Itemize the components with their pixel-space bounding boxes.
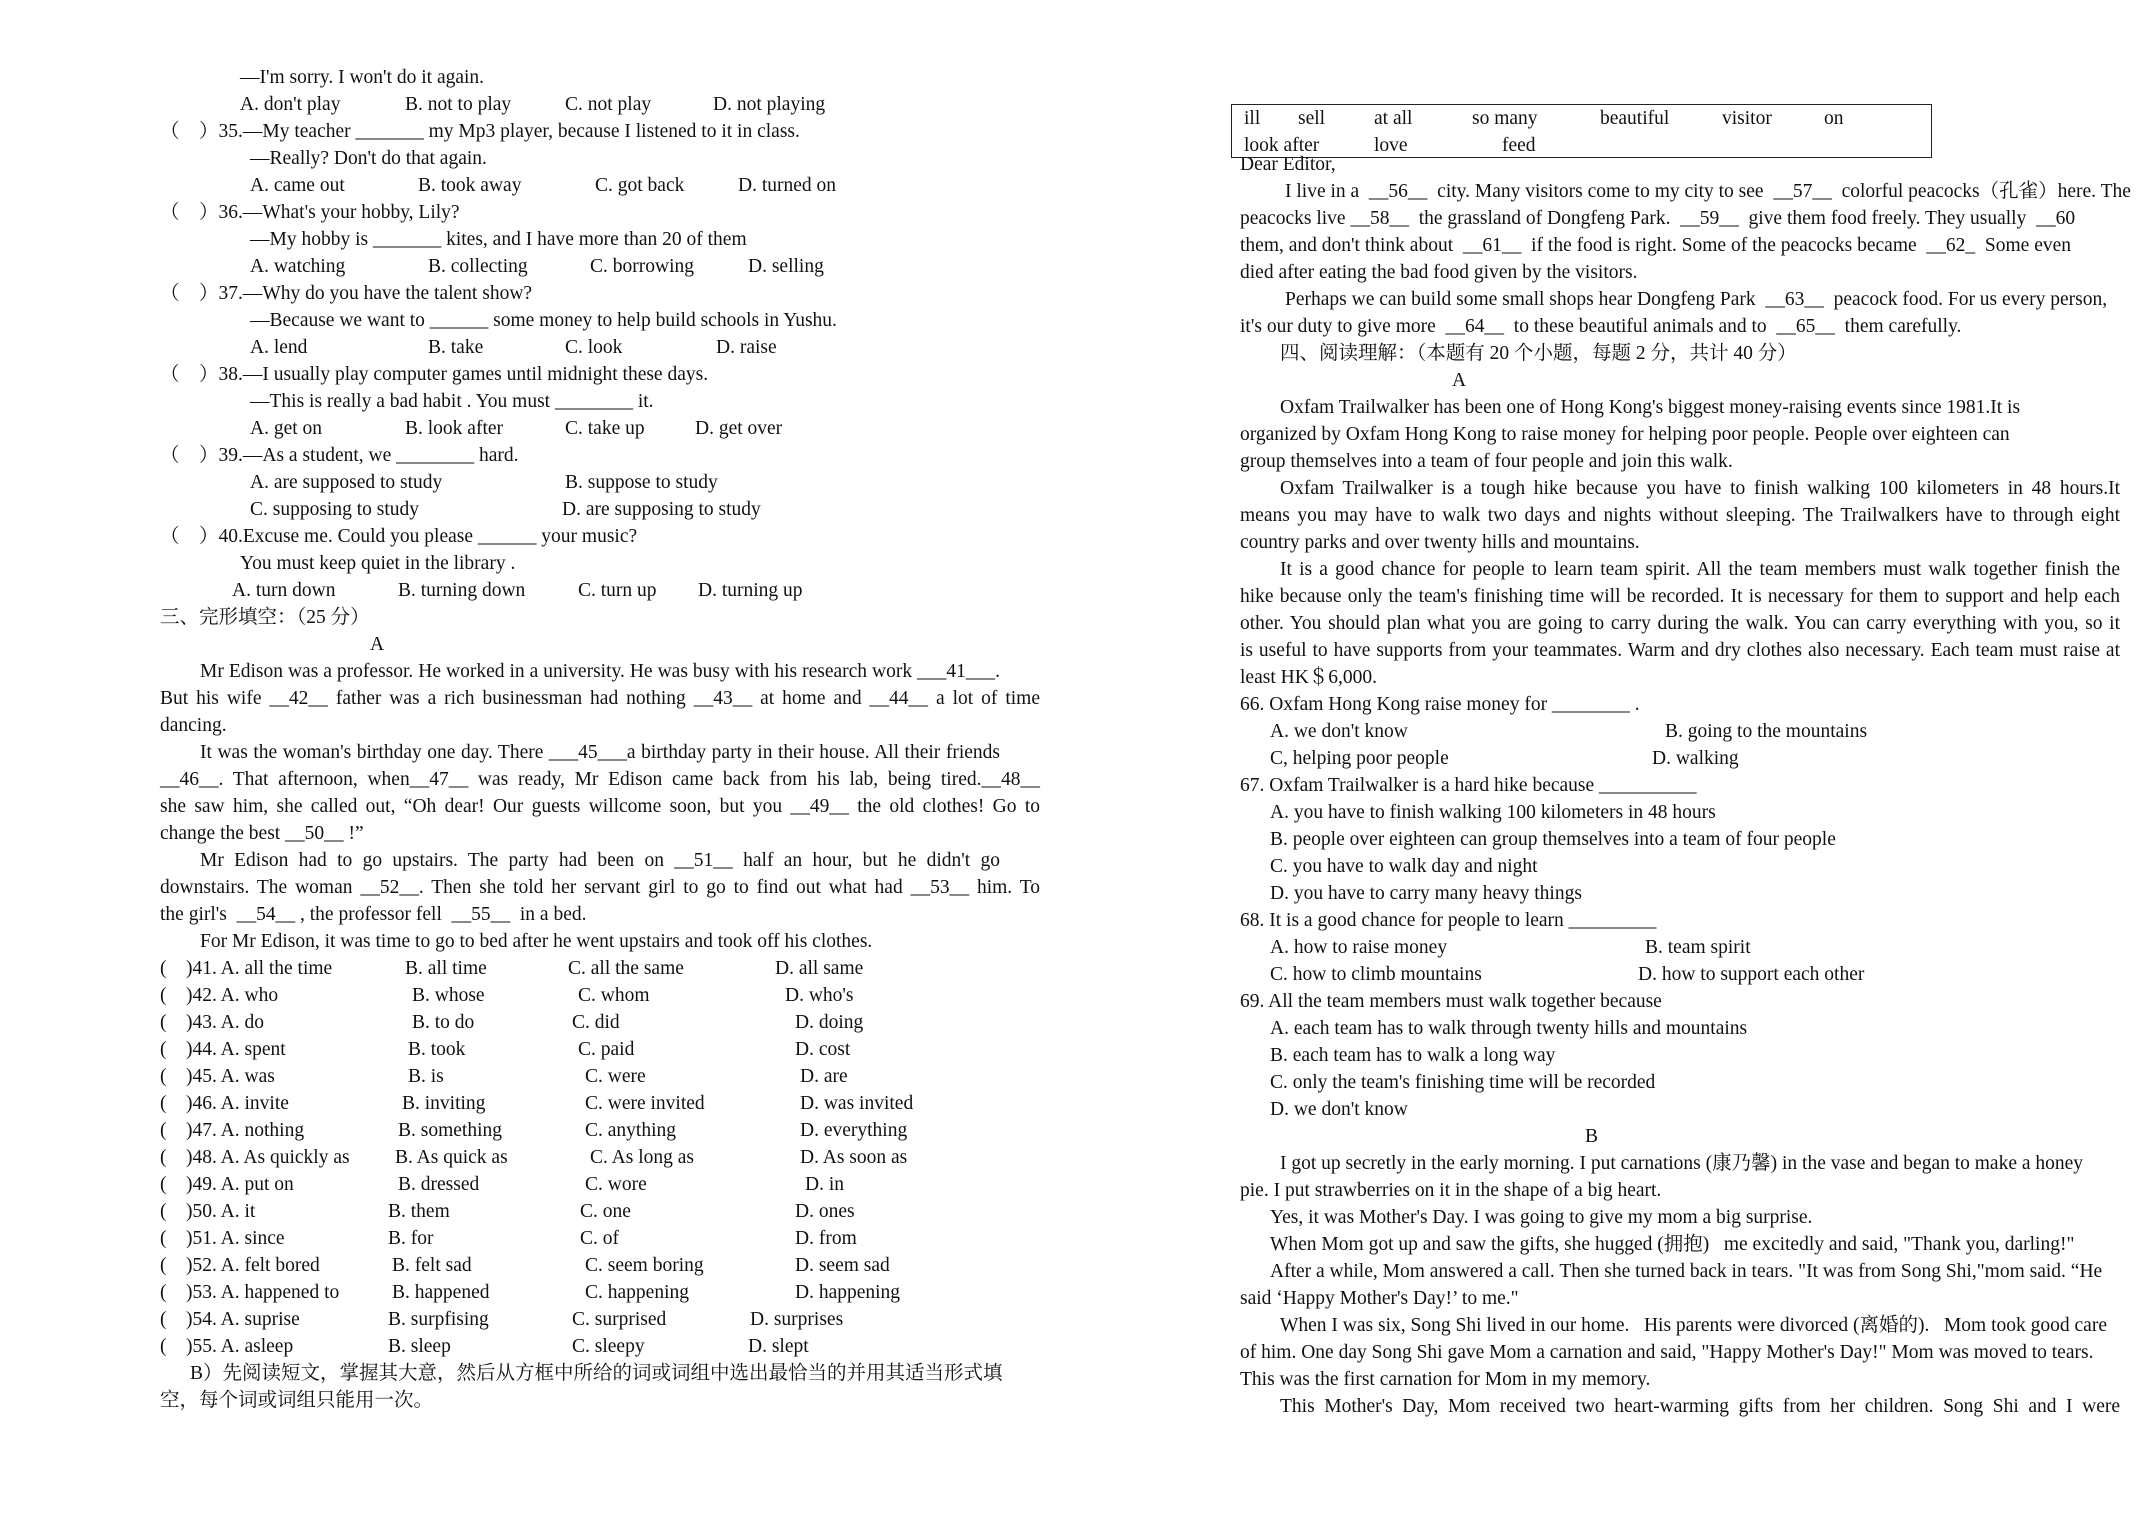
text-line (160, 631, 1040, 658)
option-text: ( )44. A. spent (160, 1039, 286, 1060)
option-text: D. who's (785, 985, 854, 1006)
line-text: —Really? Don't do that again. (250, 148, 487, 169)
text-line (160, 658, 1040, 685)
line-text: Dear Editor, (1240, 154, 1336, 175)
line-text: C. you have to walk day and night (1270, 856, 1538, 877)
option-text: D. get over (695, 418, 783, 439)
text-line (1240, 286, 2120, 313)
text-line (1240, 1204, 2120, 1231)
option-text: A. how to raise money (1270, 937, 1448, 958)
line-text: group themselves into a team of four people and join this walk. (1240, 451, 1733, 472)
line-text: B (1585, 1126, 1599, 1147)
word-option: at all (1374, 108, 1413, 129)
option-text: C. sleepy (572, 1336, 645, 1357)
option-text: D. all same (775, 958, 864, 979)
line-text: When I was six, Song Shi lived in our home. His parents were divorced (离婚的). Mom took good care (1280, 1315, 2107, 1336)
text-line (160, 847, 1040, 874)
word-option: visitor (1722, 108, 1772, 129)
text-line (1240, 556, 2120, 583)
text-line (1240, 718, 2120, 745)
option-text: ( )46. A. invite (160, 1093, 289, 1114)
option-text: D. everything (800, 1120, 908, 1141)
text-line (160, 712, 1040, 739)
line-text: B. each team has to walk a long way (1270, 1045, 1556, 1066)
text-line (1240, 1096, 2120, 1123)
option-text: C. wore (585, 1174, 647, 1195)
option-text: C. one (580, 1201, 631, 1222)
option-text: C. were (585, 1066, 646, 1087)
option-text: D. walking (1652, 748, 1739, 769)
text-line (160, 820, 1040, 847)
option-text: B. suppose to study (565, 472, 718, 493)
line-text: —My hobby is _______ kites, and I have more than 20 of them (250, 229, 747, 250)
option-text: C. were invited (585, 1093, 705, 1114)
text-line (1240, 529, 2120, 556)
option-text: ( )42. A. who (160, 985, 279, 1006)
line-text: —I'm sorry. I won't do it again. (240, 67, 485, 88)
line-text: It is a good chance for people to learn team spirit. All the team members must walk together finish the (1280, 559, 2120, 580)
text-line (1240, 1042, 2120, 1069)
line-text: 68. It is a good chance for people to learn _________ (1240, 910, 1657, 931)
text-line (1240, 1339, 2120, 1366)
text-line (1240, 394, 2120, 421)
text-line (160, 982, 1040, 1009)
line-text: dancing. (160, 715, 227, 736)
option-text: B. dressed (398, 1174, 480, 1195)
option-text: B. take (428, 337, 484, 358)
option-text: D. selling (748, 256, 824, 277)
option-text: ( )55. A. asleep (160, 1336, 294, 1357)
option-text: ( )43. A. do (160, 1012, 264, 1033)
line-text: —Because we want to ______ some money to help build schools in Yushu. (250, 310, 837, 331)
text-line (160, 469, 1040, 496)
line-text: （ ）38.—I usually play computer games until midnight these days. (160, 364, 709, 385)
option-text: D. turning up (698, 580, 803, 601)
option-text: D. in (805, 1174, 844, 1195)
option-text: B. not to play (405, 94, 512, 115)
option-text: C. got back (595, 175, 685, 196)
line-text: she saw him, she called out, “Oh dear! Our guests willcome soon, but you __49__ the old clothes! Go to (160, 796, 1040, 817)
text-line (1240, 232, 2120, 259)
option-text: ( )52. A. felt bored (160, 1255, 320, 1276)
line-text: It was the woman's birthday one day. There ___45___a birthday party in their house. All their friends (200, 742, 1000, 763)
text-line (160, 361, 1040, 388)
text-line (160, 496, 1040, 523)
text-line (160, 1279, 1040, 1306)
option-text: ( )49. A. put on (160, 1174, 294, 1195)
option-text: D. doing (795, 1012, 864, 1033)
line-text: least HK＄6,000. (1240, 667, 1378, 688)
option-text: B. took (408, 1039, 466, 1060)
line-text: pie. I put strawberries on it in the shape of a big heart. (1240, 1180, 1662, 1201)
text-line (160, 550, 1040, 577)
text-line (1240, 151, 2120, 178)
option-text: A. we don't know (1270, 721, 1408, 742)
text-line (160, 280, 1040, 307)
option-text: D. are supposing to study (562, 499, 761, 520)
line-text: other. You should plan what you are going to carry during the walk. You can carry everything with you, so it (1240, 613, 2120, 634)
option-text: ( )41. A. all the time (160, 958, 333, 979)
line-text: peacocks live __58__ the grassland of Dongfeng Park. __59__ give them food freely. They usually __60 (1240, 208, 2076, 229)
option-text: B. them (388, 1201, 450, 1222)
text-line (1240, 340, 2120, 367)
line-text: Mr Edison had to go upstairs. The party had been on __51__ half an hour, but he didn't go (200, 850, 1000, 871)
option-text: D. raise (716, 337, 777, 358)
line-text: For Mr Edison, it was time to go to bed after he went upstairs and took off his clothes. (200, 931, 873, 952)
line-text: 三、完形填空：（25 分） (160, 607, 370, 628)
text-line (1240, 448, 2120, 475)
option-text: ( )45. A. was (160, 1066, 275, 1087)
text-line (1240, 502, 2120, 529)
text-line (1240, 1285, 2120, 1312)
line-text: B. people over eighteen can group themselves into a team of four people (1270, 829, 1836, 850)
option-text: C. of (580, 1228, 619, 1249)
text-line (160, 226, 1040, 253)
text-line (1240, 691, 2120, 718)
line-text: Yes, it was Mother's Day. I was going to give my mom a big surprise. (1270, 1207, 1813, 1228)
text-line (160, 199, 1040, 226)
text-line (160, 442, 1040, 469)
text-line (160, 1171, 1040, 1198)
option-text: C. all the same (568, 958, 684, 979)
option-text: C. how to climb mountains (1270, 964, 1482, 985)
text-line (160, 523, 1040, 550)
option-text: B. sleep (388, 1336, 451, 1357)
line-text: A. you have to finish walking 100 kilometers in 48 hours (1270, 802, 1716, 823)
option-text: D. As soon as (800, 1147, 908, 1168)
option-text: A. are supposed to study (250, 472, 443, 493)
text-line (1240, 205, 2120, 232)
line-text: it's our duty to give more __64__ to these beautiful animals and to __65__ them carefully. (1240, 316, 1962, 337)
option-text: B. happened (392, 1282, 490, 1303)
line-text: I live in a __56__ city. Many visitors come to my city to see __57__ colorful peacocks（孔雀）here. The (1285, 181, 2131, 202)
line-text: 69. All the team members must walk together because (1240, 991, 1662, 1012)
text-line (160, 118, 1040, 145)
text-line (1240, 1123, 2120, 1150)
option-text: C. borrowing (590, 256, 694, 277)
option-text: C. surprised (572, 1309, 667, 1330)
text-line (160, 1090, 1040, 1117)
text-line (1240, 637, 2120, 664)
text-line (160, 739, 1040, 766)
line-text: D. you have to carry many heavy things (1270, 883, 1582, 904)
text-line (1240, 826, 2120, 853)
text-line (1240, 1015, 2120, 1042)
text-line (1240, 583, 2120, 610)
word-choice-box (1231, 104, 1932, 158)
text-line (160, 64, 1040, 91)
text-line (160, 1198, 1040, 1225)
text-line (1240, 1069, 2120, 1096)
option-text: B. is (408, 1066, 444, 1087)
option-text: D. was invited (800, 1093, 914, 1114)
text-line (160, 955, 1040, 982)
line-text: said ‘Happy Mother's Day!’ to me." (1240, 1288, 1519, 1309)
option-text: ( )51. A. since (160, 1228, 285, 1249)
text-line (160, 415, 1040, 442)
line-text: downstairs. The woman __52__. Then she told her servant girl to go to find out what had __53__ him. To (160, 877, 1040, 898)
line-text: A (370, 634, 385, 655)
text-line (160, 901, 1040, 928)
text-line (160, 1009, 1040, 1036)
line-text: of him. One day Song Shi gave Mom a carnation and said, "Happy Mother's Day!" Mom was moved to tears. (1240, 1342, 2094, 1363)
option-text: B. team spirit (1645, 937, 1751, 958)
text-line (160, 1306, 1040, 1333)
line-text: died after eating the bad food given by the visitors. (1240, 262, 1638, 283)
option-text: C. take up (565, 418, 645, 439)
line-text: But his wife __42__ father was a rich businessman had nothing __43__ at home and __44__ a lot of time (160, 688, 1040, 709)
option-text: B. look after (405, 418, 504, 439)
line-text: C. only the team's finishing time will be recorded (1270, 1072, 1656, 1093)
option-text: C. did (572, 1012, 620, 1033)
line-text: （ ）37.—Why do you have the talent show? (160, 283, 533, 304)
text-line (1240, 745, 2120, 772)
option-text: A. watching (250, 256, 346, 277)
option-text: ( )47. A. nothing (160, 1120, 305, 1141)
text-line (160, 604, 1040, 631)
option-text: C. whom (578, 985, 650, 1006)
line-text: change the best __50__ !” (160, 823, 364, 844)
line-text: When Mom got up and saw the gifts, she hugged (拥抱) me excitedly and said, "Thank you, darling!" (1270, 1234, 2075, 1255)
line-text: is useful to have supports from your teammates. Warm and dry clothes also necessary. Each team must raise at (1240, 640, 2120, 661)
option-text: D. not playing (713, 94, 826, 115)
option-text: ( )54. A. suprise (160, 1309, 300, 1330)
text-line (1240, 1150, 2120, 1177)
line-text: organized by Oxfam Hong Kong to raise money for helping poor people. People over eighteen can (1240, 424, 2010, 445)
text-line (160, 307, 1040, 334)
text-line (1240, 1393, 2120, 1420)
text-line (1240, 1231, 2120, 1258)
option-text: C. look (565, 337, 623, 358)
line-text: country parks and over twenty hills and mountains. (1240, 532, 1640, 553)
option-text: B. took away (418, 175, 522, 196)
text-line (160, 145, 1040, 172)
line-text: 四、阅读理解：（本题有 20 个小题，每题 2 分，共计 40 分） (1280, 343, 1797, 364)
line-text: __46__. That afternoon, when__47__ was ready, Mr Edison came back from his lab, being tired.__48__ (160, 769, 1040, 790)
option-text: B. all time (405, 958, 487, 979)
word-option: on (1824, 108, 1844, 129)
option-text: C. anything (585, 1120, 676, 1141)
text-line (160, 91, 1040, 118)
word-option: look after (1244, 135, 1320, 156)
line-text: After a while, Mom answered a call. Then she turned back in tears. "It was from Song Shi,"mom said. “He (1270, 1261, 2103, 1282)
option-text: D. from (795, 1228, 857, 1249)
option-text: A. came out (250, 175, 345, 196)
line-text: 66. Oxfam Hong Kong raise money for ________ . (1240, 694, 1640, 715)
option-text: B. to do (412, 1012, 475, 1033)
line-text: I got up secretly in the early morning. I put carnations (康乃馨) in the vase and began to make a honey (1280, 1153, 2084, 1174)
text-line (160, 1036, 1040, 1063)
line-text: （ ）39.—As a student, we ________ hard. (160, 445, 519, 466)
text-line (1240, 1177, 2120, 1204)
line-text: （ ）40.Excuse me. Could you please ______ your music? (160, 526, 638, 547)
text-line (160, 1117, 1040, 1144)
option-text: B. inviting (402, 1093, 486, 1114)
text-line (1240, 880, 2120, 907)
option-text: B. something (398, 1120, 503, 1141)
text-line (1240, 475, 2120, 502)
text-line (1240, 799, 2120, 826)
option-text: D. turned on (738, 175, 837, 196)
option-text: C. not play (565, 94, 652, 115)
option-text: B. collecting (428, 256, 528, 277)
option-text: C. happening (585, 1282, 689, 1303)
line-text: 空，每个词或词组只能用一次。 (160, 1390, 434, 1411)
line-text: （ ）35.—My teacher _______ my Mp3 player, because I listened to it in class. (160, 121, 800, 142)
option-text: B. felt sad (392, 1255, 472, 1276)
text-line (1240, 178, 2131, 205)
text-line (160, 793, 1040, 820)
line-text: You must keep quiet in the library . (240, 553, 516, 574)
line-text: the girl's __54__ , the professor fell __55__ in a bed. (160, 904, 587, 925)
text-line (1240, 1366, 2120, 1393)
line-text: Perhaps we can build some small shops hear Dongfeng Park __63__ peacock food. For us every person, (1285, 289, 2108, 310)
line-text: D. we don't know (1270, 1099, 1408, 1120)
option-text: A. get on (250, 418, 323, 439)
text-line (160, 1144, 1040, 1171)
option-text: B. for (388, 1228, 434, 1249)
option-text: C. turn up (578, 580, 657, 601)
option-text: C. As long as (590, 1147, 695, 1168)
text-line (160, 685, 1040, 712)
text-line (160, 766, 1040, 793)
line-text: Oxfam Trailwalker is a tough hike because you have to finish walking 100 kilometers in 48 hours.It (1280, 478, 2120, 499)
text-line (160, 577, 1040, 604)
option-text: B. As quick as (395, 1147, 508, 1168)
text-line (160, 874, 1040, 901)
text-line (1240, 853, 2120, 880)
option-text: D. how to support each other (1638, 964, 1865, 985)
word-box-row-1 (1232, 105, 1931, 132)
line-text: Mr Edison was a professor. He worked in a university. He was busy with his research work ___41___. (200, 661, 1000, 682)
option-text: ( )53. A. happened to (160, 1282, 340, 1303)
word-option: so many (1472, 108, 1538, 129)
text-line (160, 388, 1040, 415)
option-text: B. surpfising (388, 1309, 489, 1330)
line-text: B）先阅读短文，掌握其大意，然后从方框中所给的词或词组中选出最恰当的并用其适当形式填 (190, 1363, 1003, 1384)
option-text: C. supposing to study (250, 499, 420, 520)
option-text: A. lend (250, 337, 308, 358)
option-text: D. happening (795, 1282, 901, 1303)
line-text: A (1452, 370, 1467, 391)
option-text: D. are (800, 1066, 848, 1087)
text-line (160, 1360, 1040, 1387)
option-text: ( )48. A. As quickly as (160, 1147, 350, 1168)
option-text: B. turning down (398, 580, 526, 601)
text-line (1240, 610, 2120, 637)
text-line (160, 172, 1040, 199)
line-text: hike because only the team's finishing time will be recorded. It is necessary for them to support and help each (1240, 586, 2120, 607)
word-option: sell (1298, 108, 1326, 129)
line-text: 67. Oxfam Trailwalker is a hard hike because __________ (1240, 775, 1697, 796)
text-line (1240, 259, 2120, 286)
text-line (1240, 664, 2120, 691)
option-text: B. going to the mountains (1665, 721, 1868, 742)
text-line (1240, 421, 2120, 448)
text-line (1240, 988, 2120, 1015)
option-text: B. whose (412, 985, 485, 1006)
line-text: This was the first carnation for Mom in my memory. (1240, 1369, 1651, 1390)
text-line (160, 1252, 1040, 1279)
text-line (1240, 907, 2120, 934)
word-option: feed (1502, 135, 1536, 156)
option-text: C. paid (578, 1039, 635, 1060)
line-text: —This is really a bad habit . You must ________ it. (250, 391, 654, 412)
text-line (160, 253, 1040, 280)
text-line (1240, 313, 2120, 340)
line-text: A. each team has to walk through twenty hills and mountains (1270, 1018, 1748, 1039)
text-line (160, 1387, 1040, 1414)
text-line (1240, 1258, 2120, 1285)
option-text: D. seem sad (795, 1255, 890, 1276)
option-text: D. ones (795, 1201, 855, 1222)
option-text: D. slept (748, 1336, 809, 1357)
option-text: C, helping poor people (1270, 748, 1449, 769)
line-text: This Mother's Day, Mom received two heart-warming gifts from her children. Song Shi and I were (1280, 1396, 2120, 1417)
text-line (160, 334, 1040, 361)
line-text: Oxfam Trailwalker has been one of Hong Kong's biggest money-raising events since 1981.It is (1280, 397, 2021, 418)
option-text: D. surprises (750, 1309, 844, 1330)
text-line (160, 1225, 1040, 1252)
line-text: means you may have to walk two days and nights without sleeping. The Trailwalkers have to through eight (1240, 505, 2120, 526)
word-option: love (1374, 135, 1408, 156)
text-line (160, 928, 1040, 955)
text-line (160, 1333, 1040, 1360)
line-text: （ ）36.—What's your hobby, Lily? (160, 202, 460, 223)
option-text: D. cost (795, 1039, 851, 1060)
text-line (160, 1063, 1040, 1090)
text-line (1240, 934, 2120, 961)
word-option: ill (1244, 108, 1261, 129)
line-text: them, and don't think about __61__ if the food is right. Some of the peacocks became __62_ Some even (1240, 235, 2072, 256)
text-line (1240, 367, 2120, 394)
text-line (1240, 1312, 2120, 1339)
option-text: A. don't play (240, 94, 341, 115)
option-text: ( )50. A. it (160, 1201, 256, 1222)
option-text: C. seem boring (585, 1255, 704, 1276)
text-line (1240, 961, 2120, 988)
option-text: A. turn down (232, 580, 336, 601)
text-line (1240, 772, 2120, 799)
word-option: beautiful (1600, 108, 1670, 129)
